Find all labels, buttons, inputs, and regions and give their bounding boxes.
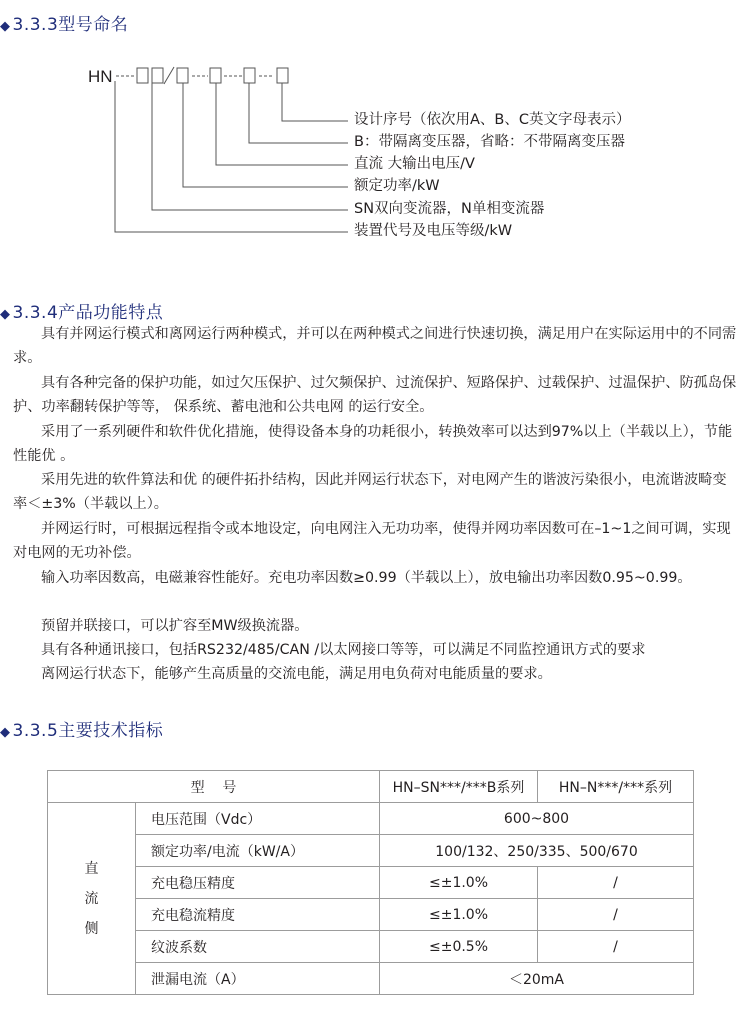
header-series-sn: HN–SN***/***B系列 xyxy=(380,771,538,803)
section-title-model xyxy=(0,10,128,35)
table-row xyxy=(48,835,694,867)
row-value-n: / xyxy=(538,867,694,899)
diagram-label-power: 额定功率/kW xyxy=(354,178,440,194)
feature-paragraph: 具有并网运行模式和离网运行两种模式，并可以在两种模式之间进行快速切换，满足用户在实际运用中的不同需求。 xyxy=(13,326,737,367)
row-value-n: / xyxy=(538,899,694,931)
code-box-6 xyxy=(277,68,288,83)
diagram-label-serial: 设计序号（依次用A、B、C英文字母表示） xyxy=(354,112,631,128)
row-label: 纹波系数 xyxy=(136,931,380,963)
code-box-5 xyxy=(244,68,255,83)
row-label: 充电稳流精度 xyxy=(136,899,380,931)
feature-paragraph: 预留并联接口，可以扩容至MW级换流器。 xyxy=(41,618,309,634)
diagram-label-dc-voltage: 直流 大输出电压/V xyxy=(354,156,475,172)
row-label: 充电稳压精度 xyxy=(136,867,380,899)
row-value: ＜20mA xyxy=(380,963,694,995)
prefix-text: HN xyxy=(88,67,113,86)
diagram-label-device-code: 装置代号及电压等级/kW xyxy=(354,223,513,239)
section-title-text: 3.3.4产品功能特点 xyxy=(12,303,164,323)
table-row xyxy=(48,931,694,963)
row-value-sn: ≤±1.0% xyxy=(380,899,538,931)
header-series-n: HN–N***/***系列 xyxy=(538,771,694,803)
section-title-text: 3.3.5主要技术指标 xyxy=(12,721,164,741)
feature-paragraph: 采用了一系列硬件和软件优化措施，使得设备本身的功耗很小，转换效率可以达到97%以上（半载以上），节能性能优 。 xyxy=(13,424,733,465)
model-naming-diagram xyxy=(0,55,750,250)
feature-paragraph: 并网运行时，可根据远程指令或本地设定，向电网注入无功功率，使得并网功率因数可在–1~1之间可调，实现对电网的无功补偿。 xyxy=(13,521,731,562)
row-value: 600~800 xyxy=(380,803,694,835)
row-label: 电压范围（Vdc） xyxy=(136,803,380,835)
table-row xyxy=(48,899,694,931)
diamond-bullet-icon: ◆ xyxy=(0,307,11,322)
row-value-sn: ≤±1.0% xyxy=(380,867,538,899)
row-label: 泄漏电流（A） xyxy=(136,963,380,995)
row-value-sn: ≤±0.5% xyxy=(380,931,538,963)
feature-paragraph: 输入功率因数高，电磁兼容性能好。充电功率因数≥0.99（半载以上），放电输出功率因数0.95~0.99。 xyxy=(41,570,692,586)
diagram-label-transformer: B：带隔离变压器，省略：不带隔离变压器 xyxy=(354,134,625,150)
code-box-4 xyxy=(210,68,221,83)
spec-table xyxy=(47,770,694,995)
code-box-3 xyxy=(177,68,188,83)
code-box-1 xyxy=(137,68,148,83)
table-row xyxy=(48,963,694,995)
diamond-bullet-icon: ◆ xyxy=(0,19,11,34)
diagram-label-converter-type: SN双向变流器，N单相变流器 xyxy=(354,201,545,217)
feature-paragraph: 具有各种完备的保护功能，如过欠压保护、过欠频保护、过流保护、短路保护、过载保护、过温保护、防孤岛保护、功率翻转保护等等， 保系统、蓄电池和公共电网 的运行安全。 xyxy=(13,375,737,416)
feature-paragraph: 具有各种通讯接口，包括RS232/485/CAN /以太网接口等等，可以满足不同监控通讯方式的要求 xyxy=(41,642,646,658)
row-label: 额定功率/电流（kW/A） xyxy=(136,835,380,867)
table-row xyxy=(48,803,694,835)
feature-paragraph: 离网运行状态下，能够产生高质量的交流电能，满足用电负荷对电能质量的要求。 xyxy=(41,666,552,682)
row-value: 100/132、250/335、500/670 xyxy=(380,835,694,867)
table-header-row xyxy=(48,771,694,803)
section-title-features xyxy=(0,298,163,323)
code-box-2 xyxy=(152,68,163,83)
feature-paragraph: 采用先进的软件算法和优 的硬件拓扑结构，因此并网运行状态下，对电网产生的谐波污染很小，电流谐波畸变率＜±3%（半载以上）。 xyxy=(13,472,727,513)
section-title-specs xyxy=(0,716,163,741)
row-value-n: / xyxy=(538,931,694,963)
dc-side-group-label: 直 流 侧 xyxy=(48,803,136,995)
section-title-text: 3.3.3型号命名 xyxy=(12,15,129,35)
header-type: 型 号 xyxy=(48,771,380,803)
diamond-bullet-icon: ◆ xyxy=(0,725,11,740)
table-row xyxy=(48,867,694,899)
